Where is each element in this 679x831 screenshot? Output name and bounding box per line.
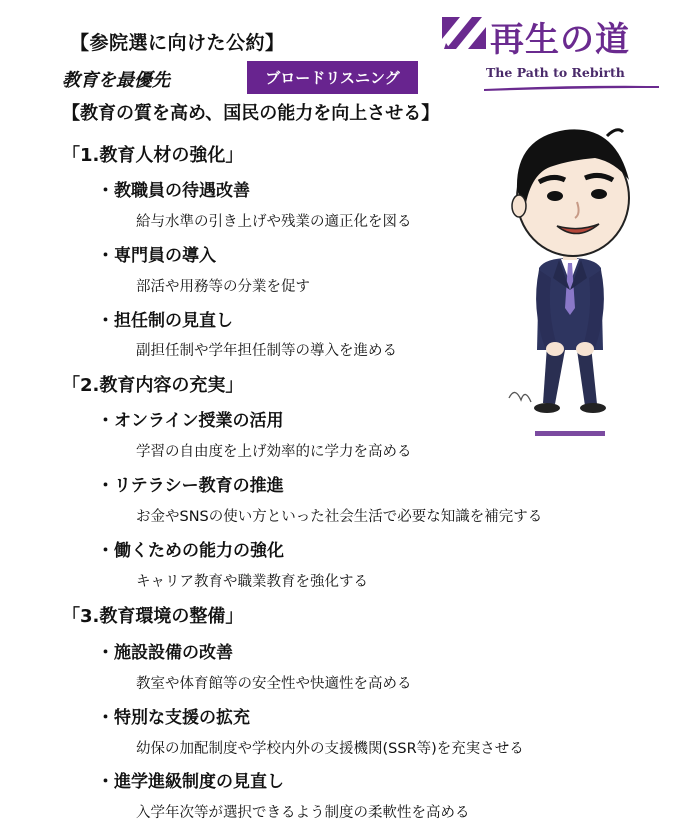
theme-heading: 【教育の質を高め、国民の能力を向上させる】 [62, 103, 440, 124]
priority-label: 教育を最優先 [62, 70, 170, 91]
item-title: ・担任制の見直し [97, 311, 233, 331]
item-description: 幼保の加配制度や学校内外の支援機関(SSR等)を充実させる [136, 741, 524, 757]
section-heading: 「1.教育人材の強化」 [62, 145, 244, 166]
item-title: ・専門員の導入 [97, 246, 216, 266]
item-title: ・リテラシー教育の推進 [97, 476, 284, 496]
logo-mark-icon [442, 13, 486, 53]
item-description: 副担任制や学年担任制等の導入を進める [136, 343, 397, 359]
item-description: お金やSNSの使い方といった社会生活で必要な知識を補完する [136, 509, 543, 525]
item-title: ・特別な支援の拡充 [97, 708, 250, 728]
item-description: キャリア教育や職業教育を強化する [136, 574, 368, 590]
item-title: ・オンライン授業の活用 [97, 411, 284, 431]
broad-listening-badge: ブロードリスニング [247, 61, 418, 94]
item-description: 教室や体育館等の安全性や快適性を高める [136, 676, 412, 692]
section-heading: 「3.教育環境の整備」 [62, 606, 244, 627]
logo-swoosh-icon [484, 85, 659, 91]
item-title: ・働くための能力の強化 [97, 541, 284, 561]
item-title: ・教職員の待遇改善 [97, 181, 250, 201]
logo-title: 再生の道 [490, 20, 630, 60]
page-title: 【参院選に向けた公約】 [70, 32, 285, 54]
section-heading: 「2.教育内容の充実」 [62, 375, 244, 396]
item-title: ・施設設備の改善 [97, 643, 233, 663]
item-description: 給与水準の引き上げや残業の適正化を図る [136, 214, 412, 230]
item-description: 部活や用務等の分業を促す [136, 279, 310, 295]
item-title: ・進学進級制度の見直し [97, 772, 284, 792]
logo [436, 7, 668, 97]
item-description: 入学年次等が選択できるよう制度の柔軟性を高める [136, 805, 470, 821]
caricature-illustration [495, 118, 645, 443]
logo-subtitle: The Path to Rebirth [486, 65, 625, 80]
item-description: 学習の自由度を上げ効率的に学力を高める [136, 444, 412, 460]
